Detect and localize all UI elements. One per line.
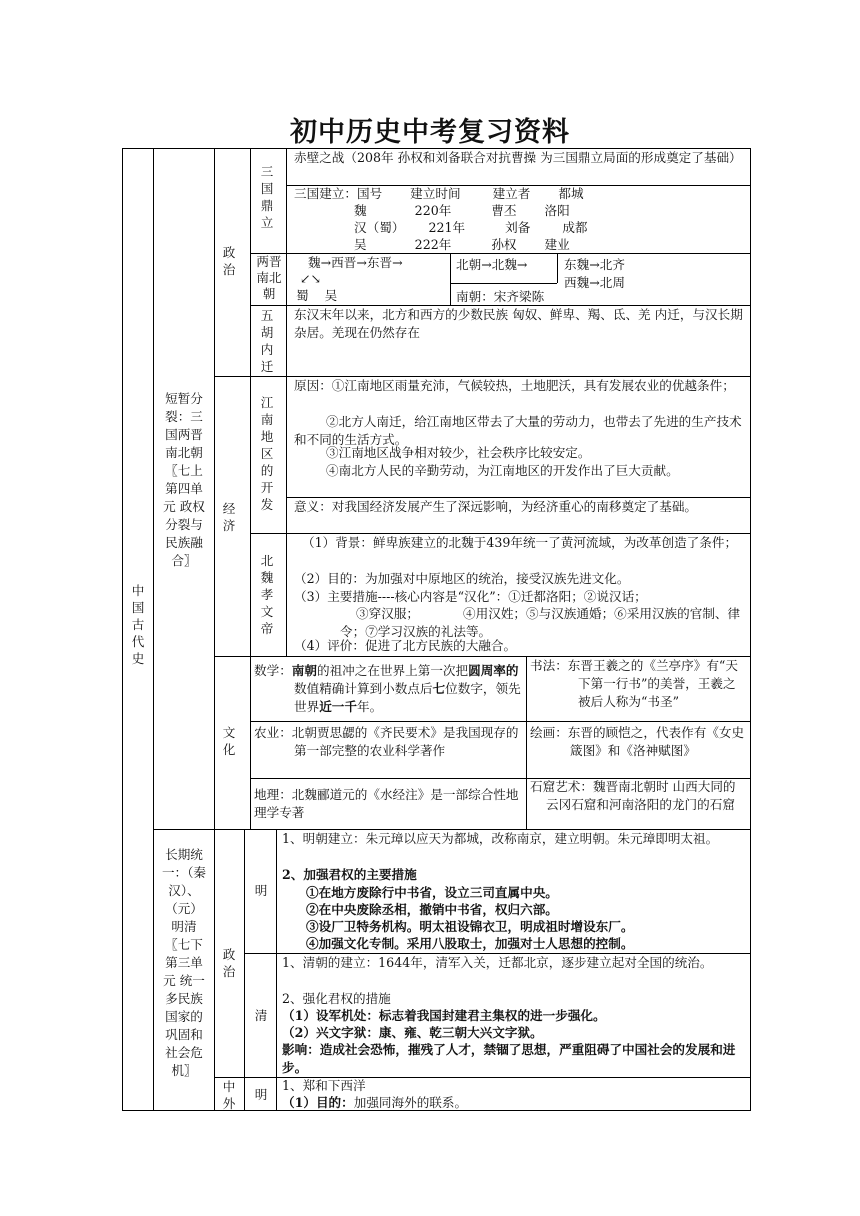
- sanguo-row-shu: 汉（蜀） 221年 刘备 成都: [294, 220, 588, 235]
- zhenghe-purpose: （1）目的：加强同海外的联系。: [282, 1095, 468, 1110]
- politics-label-2: 政治: [222, 947, 236, 979]
- calligraphy-text: 书法：东晋王羲之的《兰亭序》有“天下第一行书”的美誉，王羲之被后人称为“书圣”: [530, 658, 738, 710]
- jiangnan-reason-3: ③江南地区战争相对较少，社会秩序比较安定。: [294, 445, 591, 460]
- jiangnan-meaning: 意义：对我国经济发展产生了深远影响，为经济重心的南移奠定了基础。: [294, 499, 697, 514]
- qing-measure-1: （1）设军机处：标志着我国封建君主集权的进一步强化。: [282, 1008, 606, 1023]
- jin-line-2: ↙↘: [288, 271, 322, 286]
- jin-line-1: 魏→西晋→东晋→: [288, 255, 403, 270]
- geography-text: 地理：北魏郦道元的《水经注》是一部综合性地理学专著: [254, 787, 519, 821]
- qing-measures-title: 2、强化君权的措施: [282, 991, 391, 1006]
- chibi-battle: 赤壁之战（208年 孙权和刘备联合对抗曹操 为三国鼎立局面的形成奠定了基础）: [294, 150, 742, 165]
- culture-label: 文化: [222, 725, 236, 757]
- ming-measure-2: ②在中央废除丞相，撤销中书省，权归六部。: [306, 902, 558, 917]
- jiangnan-label: 江南地区的开发: [260, 395, 274, 512]
- east-wei-line: 东魏→北齐: [560, 257, 625, 272]
- sanguo-header: 三国建立：国号 建立时间 建立者 都城: [294, 186, 584, 201]
- xiaowen-evaluation: （4）评价：促进了北方民族的大融合。: [294, 638, 517, 653]
- wuhu-label: 五胡内迁: [260, 308, 274, 374]
- painting-text: 绘画：东晋的顾恺之，代表作有《女史箴图》和《洛神赋图》: [530, 725, 745, 759]
- qing-label: 清: [254, 1008, 268, 1023]
- sanguo-row-wei: 魏 220年 曹丕 洛阳: [294, 203, 570, 218]
- ming-measure-4: ④加强文化专制。采用八股取士，加强对士人思想的控制。: [306, 936, 634, 951]
- ming-label: 明: [254, 883, 268, 898]
- jiangnan-reason-1: 原因：①江南地区雨量充沛，气候较热，土地肥沃，具有发展农业的优越条件；: [294, 378, 735, 393]
- xiaowen-purpose: （2）目的：为加强对中原地区的统治，接受汉族先进文化。: [294, 571, 630, 586]
- math-text: 数学：南朝的祖冲之在世界上第一次把圆周率的数值精确计算到小数点后七位数字，领先世界近一千年。: [254, 663, 521, 715]
- qing-founding: 1、清朝的建立：1644年，清军入关，迁都北京，逐步建立起对全国的统治。: [282, 955, 713, 970]
- south-dynasty-line: 南朝：宋齐梁陈: [452, 289, 545, 304]
- jiangnan-reason-2: ②北方人南迁，给江南地区带去了大量的劳动力，也带去了先进的生产技术和不同的生活方式。: [294, 414, 742, 448]
- ming-founding: 1、明朝建立：朱元璋以应天为都城，改称南京，建立明朝。朱元璋即明太祖。: [282, 831, 719, 846]
- zhongwai-label: 中外: [222, 1079, 236, 1111]
- xiaowen-background: （1）背景：鲜卑族建立的北魏于439年统一了黄河流域，为改革创造了条件；: [302, 535, 738, 550]
- west-wei-line: 西魏→北周: [560, 275, 625, 290]
- economy-label: 经济: [222, 501, 236, 533]
- sanguo-row-wu: 吴 222年 孙权 建业: [294, 237, 570, 252]
- xiaowen-label: 北魏孝文帝: [260, 553, 274, 636]
- north-dynasty-line: 北朝→北魏→: [452, 257, 528, 272]
- jin-line-3: 蜀 吴: [288, 288, 338, 303]
- ming-label-2: 明: [254, 1087, 268, 1102]
- qing-measure-2: （2）兴文字狱：康、雍、乾三朝大兴文字狱。: [282, 1025, 543, 1040]
- xiaowen-measures-detail: ③穿汉服； ④用汉姓；⑤与汉族通婚；⑥采用汉族的官制、律令；⑦学习汉族的礼法等。: [336, 606, 741, 640]
- ming-measure-3: ③设厂卫特务机构。明太祖设锦衣卫，明成祖时增设东厂。: [306, 919, 634, 934]
- ming-measure-1: ①在地方废除行中书省，设立三司直属中央。: [306, 885, 558, 900]
- wuhu-text: 东汉末年以来，北方和西方的少数民族 匈奴、鲜卑、羯、氐、羌 内迁，与汉长期杂居。羌现在仍然存在: [294, 307, 743, 341]
- page-title: 初中历史中考复习资料: [290, 117, 570, 148]
- xiaowen-measures: （3）主要措施----核心内容是“汉化”：①迁都洛阳；②说汉话；: [294, 589, 647, 604]
- chinese-ancient-history-label: 中国古代史: [131, 583, 145, 666]
- jin-label: 两晋南北朝: [256, 254, 282, 301]
- jiangnan-reason-4: ④南北方人民的辛勤劳动，为江南地区的开发作出了巨大贡献。: [294, 463, 679, 478]
- agriculture-text: 农业：北朝贾思勰的《齐民要术》是我国现存的第一部完整的农业科学著作: [254, 725, 519, 759]
- politics-label-1: 政治: [222, 245, 236, 277]
- sanguo-label: 三国鼎立: [260, 164, 274, 230]
- zhenghe-title: 1、郑和下西洋: [282, 1078, 366, 1093]
- ming-measures-title: 2、加强君权的主要措施: [282, 867, 417, 882]
- grotto-text: 石窟艺术：魏晋南北朝时 山西大同的云冈石窟和河南洛阳的龙门的石窟: [530, 779, 736, 813]
- section2-label: 长期统一：（秦汉）、（元）明清〖七下第三单元 统一多民族国家的巩固和社会危机〗: [161, 847, 207, 1078]
- qing-impact: 影响：造成社会恐怖，摧残了人才，禁锢了思想，严重阻碍了中国社会的发展和进步。: [282, 1042, 736, 1076]
- section1-label: 短暂分裂：三国两晋南北朝〖七上第四单元 政权分裂与民族融合〗: [163, 391, 205, 568]
